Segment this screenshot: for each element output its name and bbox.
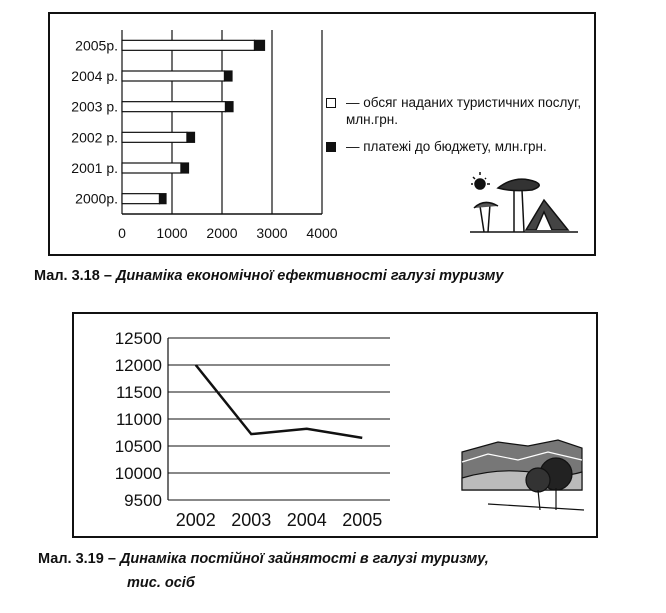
legend-item-budget — [326, 138, 596, 155]
x-tick-label: 1000 — [156, 225, 188, 241]
y-tick-label: 11000 — [115, 410, 162, 429]
bar-budget — [160, 194, 167, 204]
figure-3-18-caption — [34, 268, 503, 284]
figure-3-18-caption-text: Динаміка економічної ефективності галузі туризму — [115, 268, 504, 284]
legend-swatch-budget — [326, 142, 336, 152]
x-tick-label: 0 — [118, 225, 126, 241]
x-tick-label: 2000 — [206, 225, 238, 241]
landscape-illustration — [458, 438, 588, 518]
figure-3-18-caption-number: Мал. 3.18 – — [34, 268, 112, 284]
y-tick-label: 12000 — [114, 356, 162, 375]
y-tick-label: 10500 — [114, 437, 162, 456]
figure-3-18-frame — [48, 12, 596, 256]
category-label: 2005р. — [75, 37, 118, 54]
bar-services — [122, 40, 255, 50]
y-tick-label: 10000 — [114, 464, 162, 483]
category-label: 2002 р. — [71, 129, 118, 146]
bar-services — [122, 132, 187, 142]
x-tick-label: 3000 — [256, 225, 288, 241]
y-tick-label: 12500 — [114, 329, 162, 348]
bar-chart-legend — [326, 94, 596, 165]
tent-campfire-illustration — [470, 170, 580, 240]
bar-budget — [181, 163, 189, 173]
category-label: 2001 р. — [71, 160, 118, 176]
y-tick-label: 11500 — [115, 383, 162, 402]
figure-3-19-frame — [72, 312, 598, 538]
x-tick-label: 2003 — [231, 510, 272, 530]
figure-3-19-caption-text: Динаміка постійної зайнятості в галузі туризму, — [119, 551, 489, 567]
category-label: 2004 р. — [71, 68, 118, 84]
bar-budget — [226, 102, 234, 112]
bar-budget — [255, 40, 265, 50]
legend-swatch-services — [326, 98, 336, 108]
figure-3-19-caption-line1 — [38, 551, 489, 567]
bar-budget — [187, 132, 195, 142]
x-tick-label: 2004 — [286, 510, 327, 530]
bar-services — [122, 194, 160, 204]
bar-services — [122, 163, 181, 173]
y-tick-label: 9500 — [124, 491, 162, 510]
legend-label-services: — обсяг наданих туристичних послуг, млн.грн. — [346, 95, 582, 127]
category-label: 2003 р. — [71, 98, 118, 115]
figure-3-19-caption-number: Мал. 3.19 – — [38, 551, 116, 567]
bar-services — [122, 71, 225, 81]
bar-budget — [225, 71, 233, 81]
x-tick-label: 2005 — [342, 510, 383, 530]
figure-3-19-caption-line2: тис. осіб — [127, 575, 195, 591]
category-label: 2000р. — [75, 190, 118, 207]
x-tick-label: 4000 — [306, 225, 338, 241]
bar-services — [122, 102, 226, 112]
x-tick-label: 2002 — [175, 510, 216, 530]
employment-series-line — [196, 365, 363, 438]
legend-label-budget: — платежі до бюджету, млн.грн. — [346, 139, 547, 154]
legend-item-services — [326, 94, 596, 128]
